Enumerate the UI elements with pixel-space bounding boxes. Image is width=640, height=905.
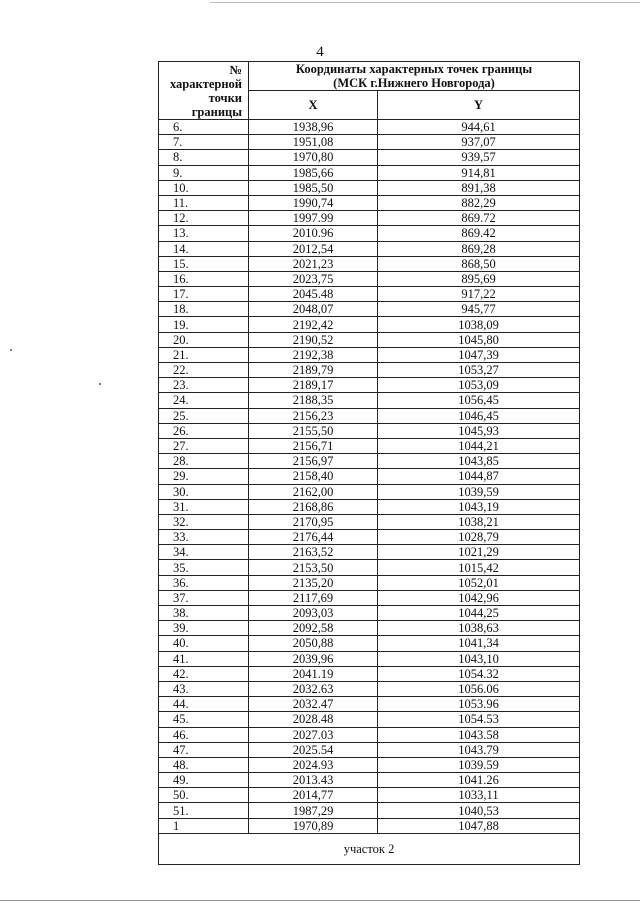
y-value-cell: 1047,39 — [378, 347, 580, 362]
y-value-cell: 1054.53 — [378, 712, 580, 727]
coordinates-header — [249, 62, 580, 91]
x-value-cell: 2163,52 — [249, 545, 378, 560]
y-value-cell: 1054.32 — [378, 666, 580, 681]
point-number-cell: 10. — [159, 180, 249, 195]
x-value-cell: 2156,23 — [249, 408, 378, 423]
point-number-cell: 13. — [159, 226, 249, 241]
table-row — [159, 469, 580, 484]
x-value-cell: 2190,52 — [249, 332, 378, 347]
point-number-cell: 37. — [159, 590, 249, 605]
table-row — [159, 636, 580, 651]
point-number-cell: 51. — [159, 803, 249, 818]
coordinates-body — [159, 120, 580, 834]
table-row — [159, 423, 580, 438]
table-row — [159, 438, 580, 453]
y-value-cell: 1043,19 — [378, 499, 580, 514]
x-value-cell: 1985,66 — [249, 165, 378, 180]
x-value-cell: 1987,29 — [249, 803, 378, 818]
table-row — [159, 773, 580, 788]
table-row — [159, 666, 580, 681]
table-row — [159, 681, 580, 696]
table-row — [159, 530, 580, 545]
point-number-cell: 30. — [159, 484, 249, 499]
y-value-cell: 1056,45 — [378, 393, 580, 408]
x-value-cell: 2117,69 — [249, 590, 378, 605]
table-row — [159, 332, 580, 347]
x-value-cell: 2158,40 — [249, 469, 378, 484]
y-value-cell: 917,22 — [378, 287, 580, 302]
y-value-cell: 945,77 — [378, 302, 580, 317]
x-value-cell: 2021,23 — [249, 256, 378, 271]
y-value-cell: 1043,10 — [378, 651, 580, 666]
coordinates-table — [158, 61, 580, 865]
x-value-cell: 2032.47 — [249, 697, 378, 712]
x-value-cell: 1938,96 — [249, 120, 378, 135]
table-row — [159, 514, 580, 529]
y-value-cell: 1046,45 — [378, 408, 580, 423]
table-row — [159, 135, 580, 150]
x-value-cell: 2156,97 — [249, 454, 378, 469]
point-number-cell: 31. — [159, 499, 249, 514]
y-value-cell: 1043.79 — [378, 742, 580, 757]
y-value-cell: 1039.59 — [378, 757, 580, 772]
x-value-cell: 2189,17 — [249, 378, 378, 393]
point-number-cell: 24. — [159, 393, 249, 408]
y-value-cell: 937,07 — [378, 135, 580, 150]
y-value-cell: 868,50 — [378, 256, 580, 271]
table-row — [159, 727, 580, 742]
point-number-cell: 40. — [159, 636, 249, 651]
x-value-cell: 2014,77 — [249, 788, 378, 803]
x-value-cell: 2032.63 — [249, 681, 378, 696]
point-number-cell: 34. — [159, 545, 249, 560]
y-value-cell: 1047,88 — [378, 818, 580, 833]
table-row — [159, 256, 580, 271]
x-value-cell: 2024.93 — [249, 757, 378, 772]
x-value-cell: 2025.54 — [249, 742, 378, 757]
x-value-cell: 2170,95 — [249, 514, 378, 529]
y-value-cell: 1053,09 — [378, 378, 580, 393]
table-row — [159, 803, 580, 818]
coordinates-header-line1: Координаты характерных точек границы — [295, 62, 533, 76]
y-value-cell: 869.42 — [378, 226, 580, 241]
y-value-cell: 1041,34 — [378, 636, 580, 651]
y-value-cell: 1041.26 — [378, 773, 580, 788]
bottom-scan-rule — [0, 900, 640, 901]
x-value-cell: 2027.03 — [249, 727, 378, 742]
point-number-cell: 49. — [159, 773, 249, 788]
point-number-cell: 15. — [159, 256, 249, 271]
coordinates-header-line2: (МСК г.Нижнего Новгорода) — [333, 76, 495, 90]
point-number-header-line4: границы — [191, 104, 242, 119]
y-value-cell: 891,38 — [378, 180, 580, 195]
point-number-cell: 28. — [159, 454, 249, 469]
y-value-cell: 914,81 — [378, 165, 580, 180]
x-value-cell: 1970,80 — [249, 150, 378, 165]
table-row — [159, 818, 580, 833]
point-number-cell: 9. — [159, 165, 249, 180]
y-value-cell: 944,61 — [378, 120, 580, 135]
point-number-header-line1: № — [229, 62, 242, 77]
table-row — [159, 788, 580, 803]
top-scan-rule — [210, 2, 640, 3]
y-value-cell: 1040,53 — [378, 803, 580, 818]
table-row — [159, 651, 580, 666]
point-number-cell: 7. — [159, 135, 249, 150]
y-value-cell: 1044,87 — [378, 469, 580, 484]
table-row — [159, 363, 580, 378]
y-value-cell: 1028,79 — [378, 530, 580, 545]
table-row — [159, 560, 580, 575]
y-value-cell: 1015,42 — [378, 560, 580, 575]
point-number-cell: 33. — [159, 530, 249, 545]
table-row — [159, 545, 580, 560]
x-value-cell: 2176,44 — [249, 530, 378, 545]
table-row — [159, 393, 580, 408]
x-value-cell: 2155,50 — [249, 423, 378, 438]
y-value-cell: 1039,59 — [378, 484, 580, 499]
table-row — [159, 499, 580, 514]
x-value-cell: 2156,71 — [249, 438, 378, 453]
table-row — [159, 378, 580, 393]
x-value-cell: 1951,08 — [249, 135, 378, 150]
table-row — [159, 408, 580, 423]
point-number-cell: 44. — [159, 697, 249, 712]
y-value-cell: 1044,25 — [378, 606, 580, 621]
table-row — [159, 575, 580, 590]
x-value-cell: 1985,50 — [249, 180, 378, 195]
y-value-cell: 1045,80 — [378, 332, 580, 347]
y-value-cell: 869.72 — [378, 211, 580, 226]
point-number-cell: 32. — [159, 514, 249, 529]
x-value-cell: 2041.19 — [249, 666, 378, 681]
x-value-cell: 2188,35 — [249, 393, 378, 408]
x-value-cell: 2045.48 — [249, 287, 378, 302]
y-value-cell: 939,57 — [378, 150, 580, 165]
point-number-cell: 50. — [159, 788, 249, 803]
table-row — [159, 302, 580, 317]
y-value-cell: 1052,01 — [378, 575, 580, 590]
table-row — [159, 590, 580, 605]
scan-speck — [10, 349, 12, 351]
x-value-cell: 2039,96 — [249, 651, 378, 666]
x-value-cell: 2023,75 — [249, 271, 378, 286]
point-number-cell: 1 — [159, 818, 249, 833]
y-value-cell: 869,28 — [378, 241, 580, 256]
table-row — [159, 621, 580, 636]
table-row — [159, 454, 580, 469]
y-value-cell: 1038,21 — [378, 514, 580, 529]
y-value-cell: 1021,29 — [378, 545, 580, 560]
y-value-cell: 1056.06 — [378, 681, 580, 696]
table-row — [159, 180, 580, 195]
x-value-cell: 1990,74 — [249, 195, 378, 210]
y-column-header: Y — [378, 91, 580, 120]
y-value-cell: 1038,63 — [378, 621, 580, 636]
point-number-cell: 36. — [159, 575, 249, 590]
point-number-cell: 41. — [159, 651, 249, 666]
point-number-cell: 38. — [159, 606, 249, 621]
y-value-cell: 1038,09 — [378, 317, 580, 332]
x-value-cell: 2189,79 — [249, 363, 378, 378]
table-row — [159, 317, 580, 332]
y-value-cell: 1053,27 — [378, 363, 580, 378]
x-value-cell: 2192,42 — [249, 317, 378, 332]
point-number-header-line3: точки — [208, 90, 242, 105]
x-column-header: X — [249, 91, 378, 120]
table-row — [159, 120, 580, 135]
point-number-header — [159, 62, 249, 120]
point-number-cell: 25. — [159, 408, 249, 423]
table-row — [159, 287, 580, 302]
x-value-cell: 2092,58 — [249, 621, 378, 636]
table-row — [159, 226, 580, 241]
table-row — [159, 195, 580, 210]
y-value-cell: 1044,21 — [378, 438, 580, 453]
x-value-cell: 2028.48 — [249, 712, 378, 727]
point-number-cell: 39. — [159, 621, 249, 636]
y-value-cell: 1042,96 — [378, 590, 580, 605]
table-row — [159, 742, 580, 757]
y-value-cell: 1045,93 — [378, 423, 580, 438]
point-number-cell: 26. — [159, 423, 249, 438]
y-value-cell: 1053.96 — [378, 697, 580, 712]
point-number-header-line2: характерной — [169, 76, 242, 91]
x-value-cell: 2050,88 — [249, 636, 378, 651]
table-row — [159, 606, 580, 621]
point-number-cell: 8. — [159, 150, 249, 165]
point-number-cell: 21. — [159, 347, 249, 362]
point-number-cell: 19. — [159, 317, 249, 332]
y-value-cell: 895,69 — [378, 271, 580, 286]
x-value-cell: 2153,50 — [249, 560, 378, 575]
x-value-cell: 2168,86 — [249, 499, 378, 514]
table-row — [159, 484, 580, 499]
point-number-cell: 46. — [159, 727, 249, 742]
point-number-cell: 17. — [159, 287, 249, 302]
y-value-cell: 1043,85 — [378, 454, 580, 469]
point-number-cell: 45. — [159, 712, 249, 727]
x-value-cell: 1970,89 — [249, 818, 378, 833]
table-row — [159, 271, 580, 286]
point-number-cell: 48. — [159, 757, 249, 772]
page-number: 4 — [316, 44, 324, 60]
point-number-cell: 23. — [159, 378, 249, 393]
x-value-cell: 2010.96 — [249, 226, 378, 241]
table-row — [159, 241, 580, 256]
x-value-cell: 2093,03 — [249, 606, 378, 621]
point-number-cell: 20. — [159, 332, 249, 347]
y-value-cell: 1033,11 — [378, 788, 580, 803]
x-value-cell: 2192,38 — [249, 347, 378, 362]
point-number-cell: 14. — [159, 241, 249, 256]
y-value-cell: 882,29 — [378, 195, 580, 210]
point-number-cell: 22. — [159, 363, 249, 378]
scan-speck — [99, 383, 101, 385]
point-number-cell: 42. — [159, 666, 249, 681]
point-number-cell: 12. — [159, 211, 249, 226]
x-value-cell: 2048,07 — [249, 302, 378, 317]
plot-label: участок 2 — [159, 833, 580, 864]
table-row — [159, 757, 580, 772]
table-row — [159, 712, 580, 727]
point-number-cell: 16. — [159, 271, 249, 286]
point-number-cell: 47. — [159, 742, 249, 757]
table-row — [159, 211, 580, 226]
point-number-cell: 43. — [159, 681, 249, 696]
x-value-cell: 1997.99 — [249, 211, 378, 226]
point-number-cell: 27. — [159, 438, 249, 453]
x-value-cell: 2135,20 — [249, 575, 378, 590]
table-row — [159, 697, 580, 712]
point-number-cell: 11. — [159, 195, 249, 210]
point-number-cell: 35. — [159, 560, 249, 575]
point-number-cell: 6. — [159, 120, 249, 135]
point-number-cell: 29. — [159, 469, 249, 484]
point-number-cell: 18. — [159, 302, 249, 317]
table-row — [159, 150, 580, 165]
x-value-cell: 2012,54 — [249, 241, 378, 256]
x-value-cell: 2013.43 — [249, 773, 378, 788]
table-row — [159, 347, 580, 362]
y-value-cell: 1043.58 — [378, 727, 580, 742]
table-row — [159, 165, 580, 180]
x-value-cell: 2162,00 — [249, 484, 378, 499]
